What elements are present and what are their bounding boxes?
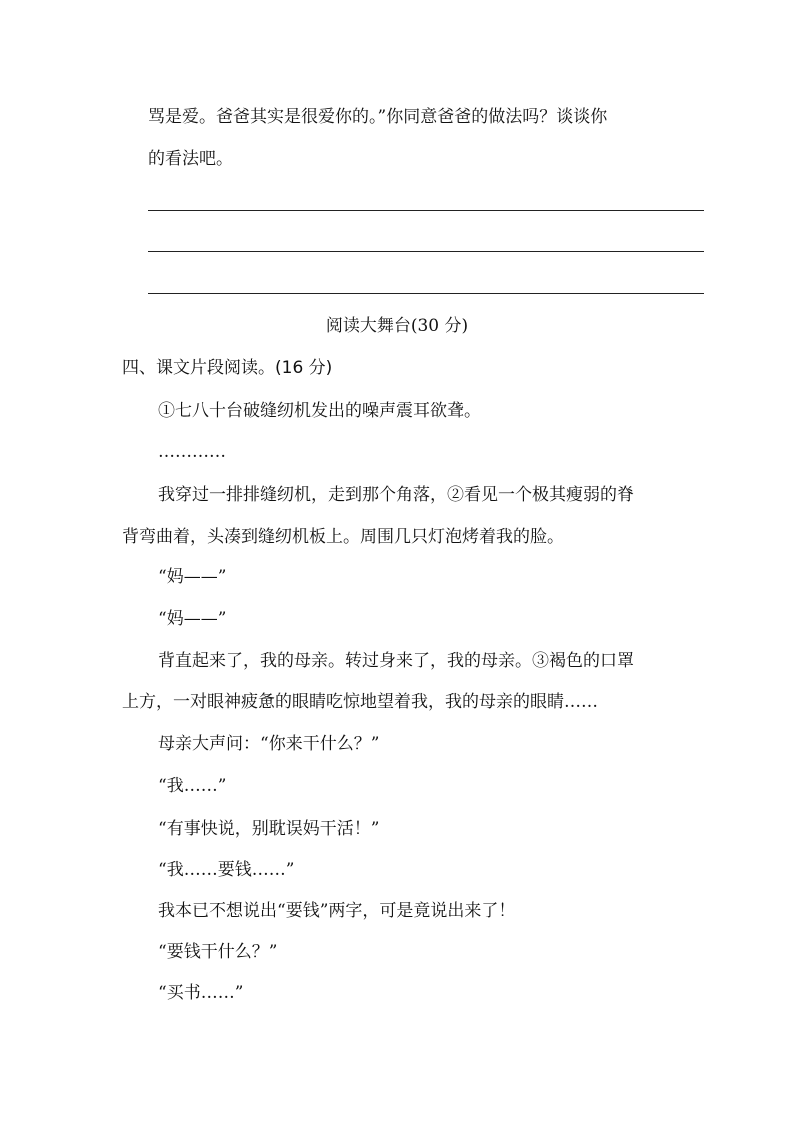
passage-paragraph-2-line-1: 我穿过一排排缝纫机，走到那个角落，②看见一个极其瘦弱的脊 xyxy=(158,485,634,505)
dialogue-line-6: “要钱干什么？” xyxy=(158,942,278,962)
passage-paragraph-5: 我本已不想说出“要钱”两字，可是竟说出来了！ xyxy=(158,901,516,921)
passage-paragraph-4: 母亲大声问：“你来干什么？” xyxy=(158,734,380,754)
question-4-heading: 四、课文片段阅读。(16 分) xyxy=(122,358,333,378)
answer-line-2[interactable] xyxy=(148,251,704,252)
answer-line-3[interactable] xyxy=(148,293,704,294)
dialogue-line-3: “我……” xyxy=(158,776,227,796)
section-title: 阅读大舞台(30 分) xyxy=(325,316,469,336)
dialogue-line-1: “妈——” xyxy=(158,567,227,587)
passage-paragraph-3-line-2: 上方，一对眼神疲惫的眼睛吃惊地望着我，我的母亲的眼睛…… xyxy=(122,692,598,712)
prev-question-line-1: 骂是爱。爸爸其实是很爱你的。”你同意爸爸的做法吗？谈谈你 xyxy=(148,107,608,127)
passage-paragraph-3-line-1: 背直起来了，我的母亲。转过身来了，我的母亲。③褐色的口罩 xyxy=(158,651,634,671)
passage-paragraph-2-line-2: 背弯曲着，头凑到缝纫机板上。周围几只灯泡烤着我的脸。 xyxy=(122,527,564,547)
dialogue-line-5: “我……要钱……” xyxy=(158,860,295,880)
answer-line-1[interactable] xyxy=(148,210,704,211)
dialogue-line-2: “妈——” xyxy=(158,609,227,629)
prev-question-line-2: 的看法吧。 xyxy=(148,149,233,169)
dialogue-line-4: “有事快说，别耽误妈干活！” xyxy=(158,819,380,839)
passage-ellipsis: ………… xyxy=(158,442,226,462)
passage-paragraph-1: ①七八十台破缝纫机发出的噪声震耳欲聋。 xyxy=(158,401,481,421)
dialogue-line-7: “买书……” xyxy=(158,983,244,1003)
